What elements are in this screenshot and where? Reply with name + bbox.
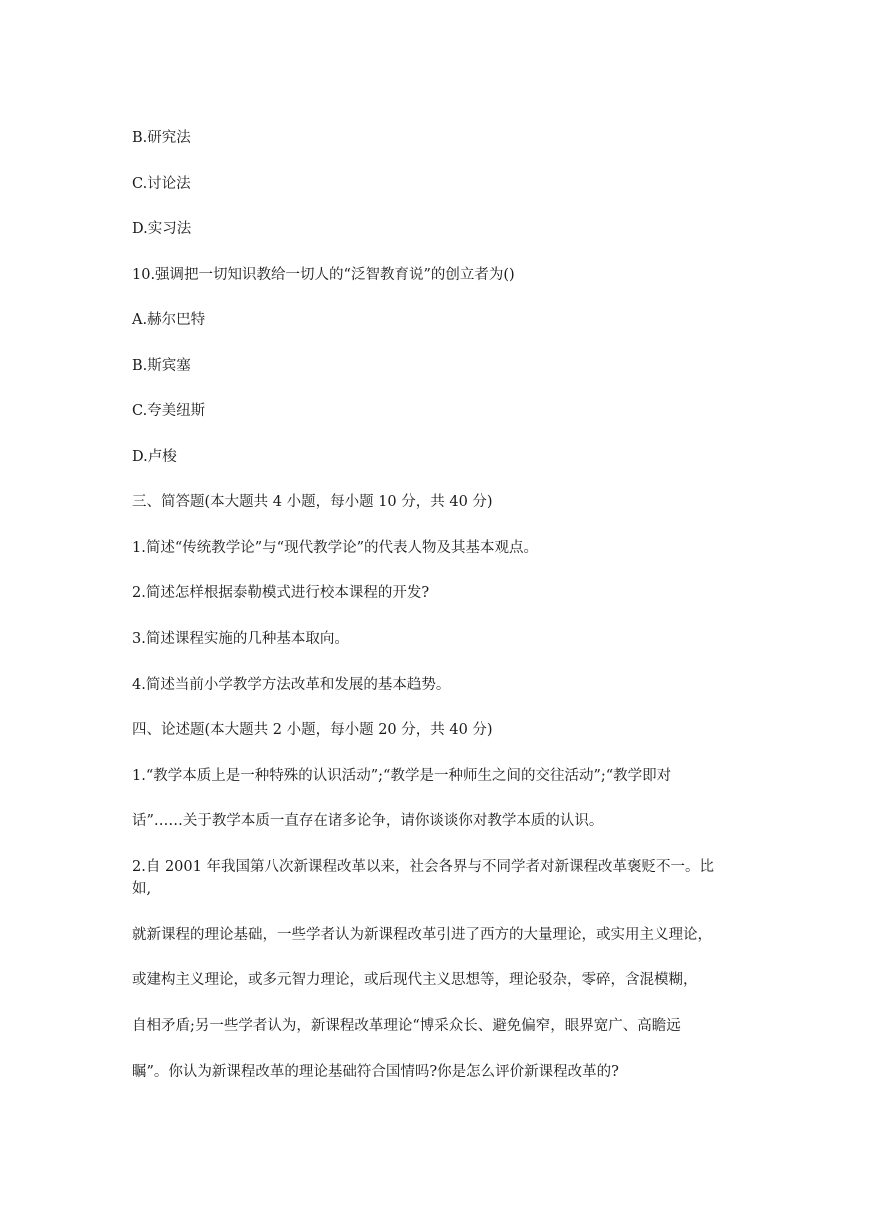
- essay-2-line-1: 2.自 2001 年我国第八次新课程改革以来，社会各界与不同学者对新课程改革褒贬不一。比: [132, 859, 714, 875]
- essay-2-line-5: 自相矛盾;另一些学者认为，新课程改革理论“博采众长、避免偏窄，眼界宽广、高瞻远: [132, 1018, 681, 1034]
- short-answer-3: 3.简述课程实施的几种基本取向。: [132, 631, 349, 647]
- essay-2-line-6: 瞩”。你认为新课程改革的理论基础符合国情吗?你是怎么评价新课程改革的?: [132, 1064, 619, 1080]
- section-3-heading: 三、简答题(本大题共 4 小题，每小题 10 分，共 40 分): [132, 494, 493, 510]
- essay-1-line-1: 1.“教学本质上是一种特殊的认识活动”;“教学是一种师生之间的交往活动”;“教学即对: [132, 768, 672, 784]
- essay-1-line-2: 话”……关于教学本质一直存在诸多论争，请你谈谈你对教学本质的认识。: [132, 813, 604, 829]
- option-a-herbart: A.赫尔巴特: [132, 312, 206, 328]
- short-answer-1: 1.简述“传统教学论”与“现代教学论”的代表人物及其基本观点。: [132, 540, 538, 556]
- question-10: 10.强调把一切知识教给一切人的“泛智教育说”的创立者为(): [132, 267, 515, 283]
- option-b-spencer: B.斯宾塞: [132, 358, 191, 374]
- option-b-research: B.研究法: [132, 130, 191, 146]
- essay-2-line-4: 或建构主义理论，或多元智力理论，或后现代主义思想等，理论驳杂，零碎，含混模糊，: [132, 972, 698, 988]
- option-c-discussion: C.讨论法: [132, 176, 191, 192]
- essay-2-line-3: 就新课程的理论基础，一些学者认为新课程改革引进了西方的大量理论，或实用主义理论，: [132, 927, 712, 943]
- section-4-heading: 四、论述题(本大题共 2 小题，每小题 20 分，共 40 分): [132, 722, 493, 738]
- essay-2-line-2: 如,: [132, 881, 152, 897]
- short-answer-4: 4.简述当前小学教学方法改革和发展的基本趋势。: [132, 677, 451, 693]
- option-d-practice: D.实习法: [132, 221, 192, 237]
- option-c-comenius: C.夸美纽斯: [132, 403, 206, 419]
- option-d-rousseau: D.卢梭: [132, 449, 177, 465]
- short-answer-2: 2.简述怎样根据泰勒模式进行校本课程的开发?: [132, 585, 430, 601]
